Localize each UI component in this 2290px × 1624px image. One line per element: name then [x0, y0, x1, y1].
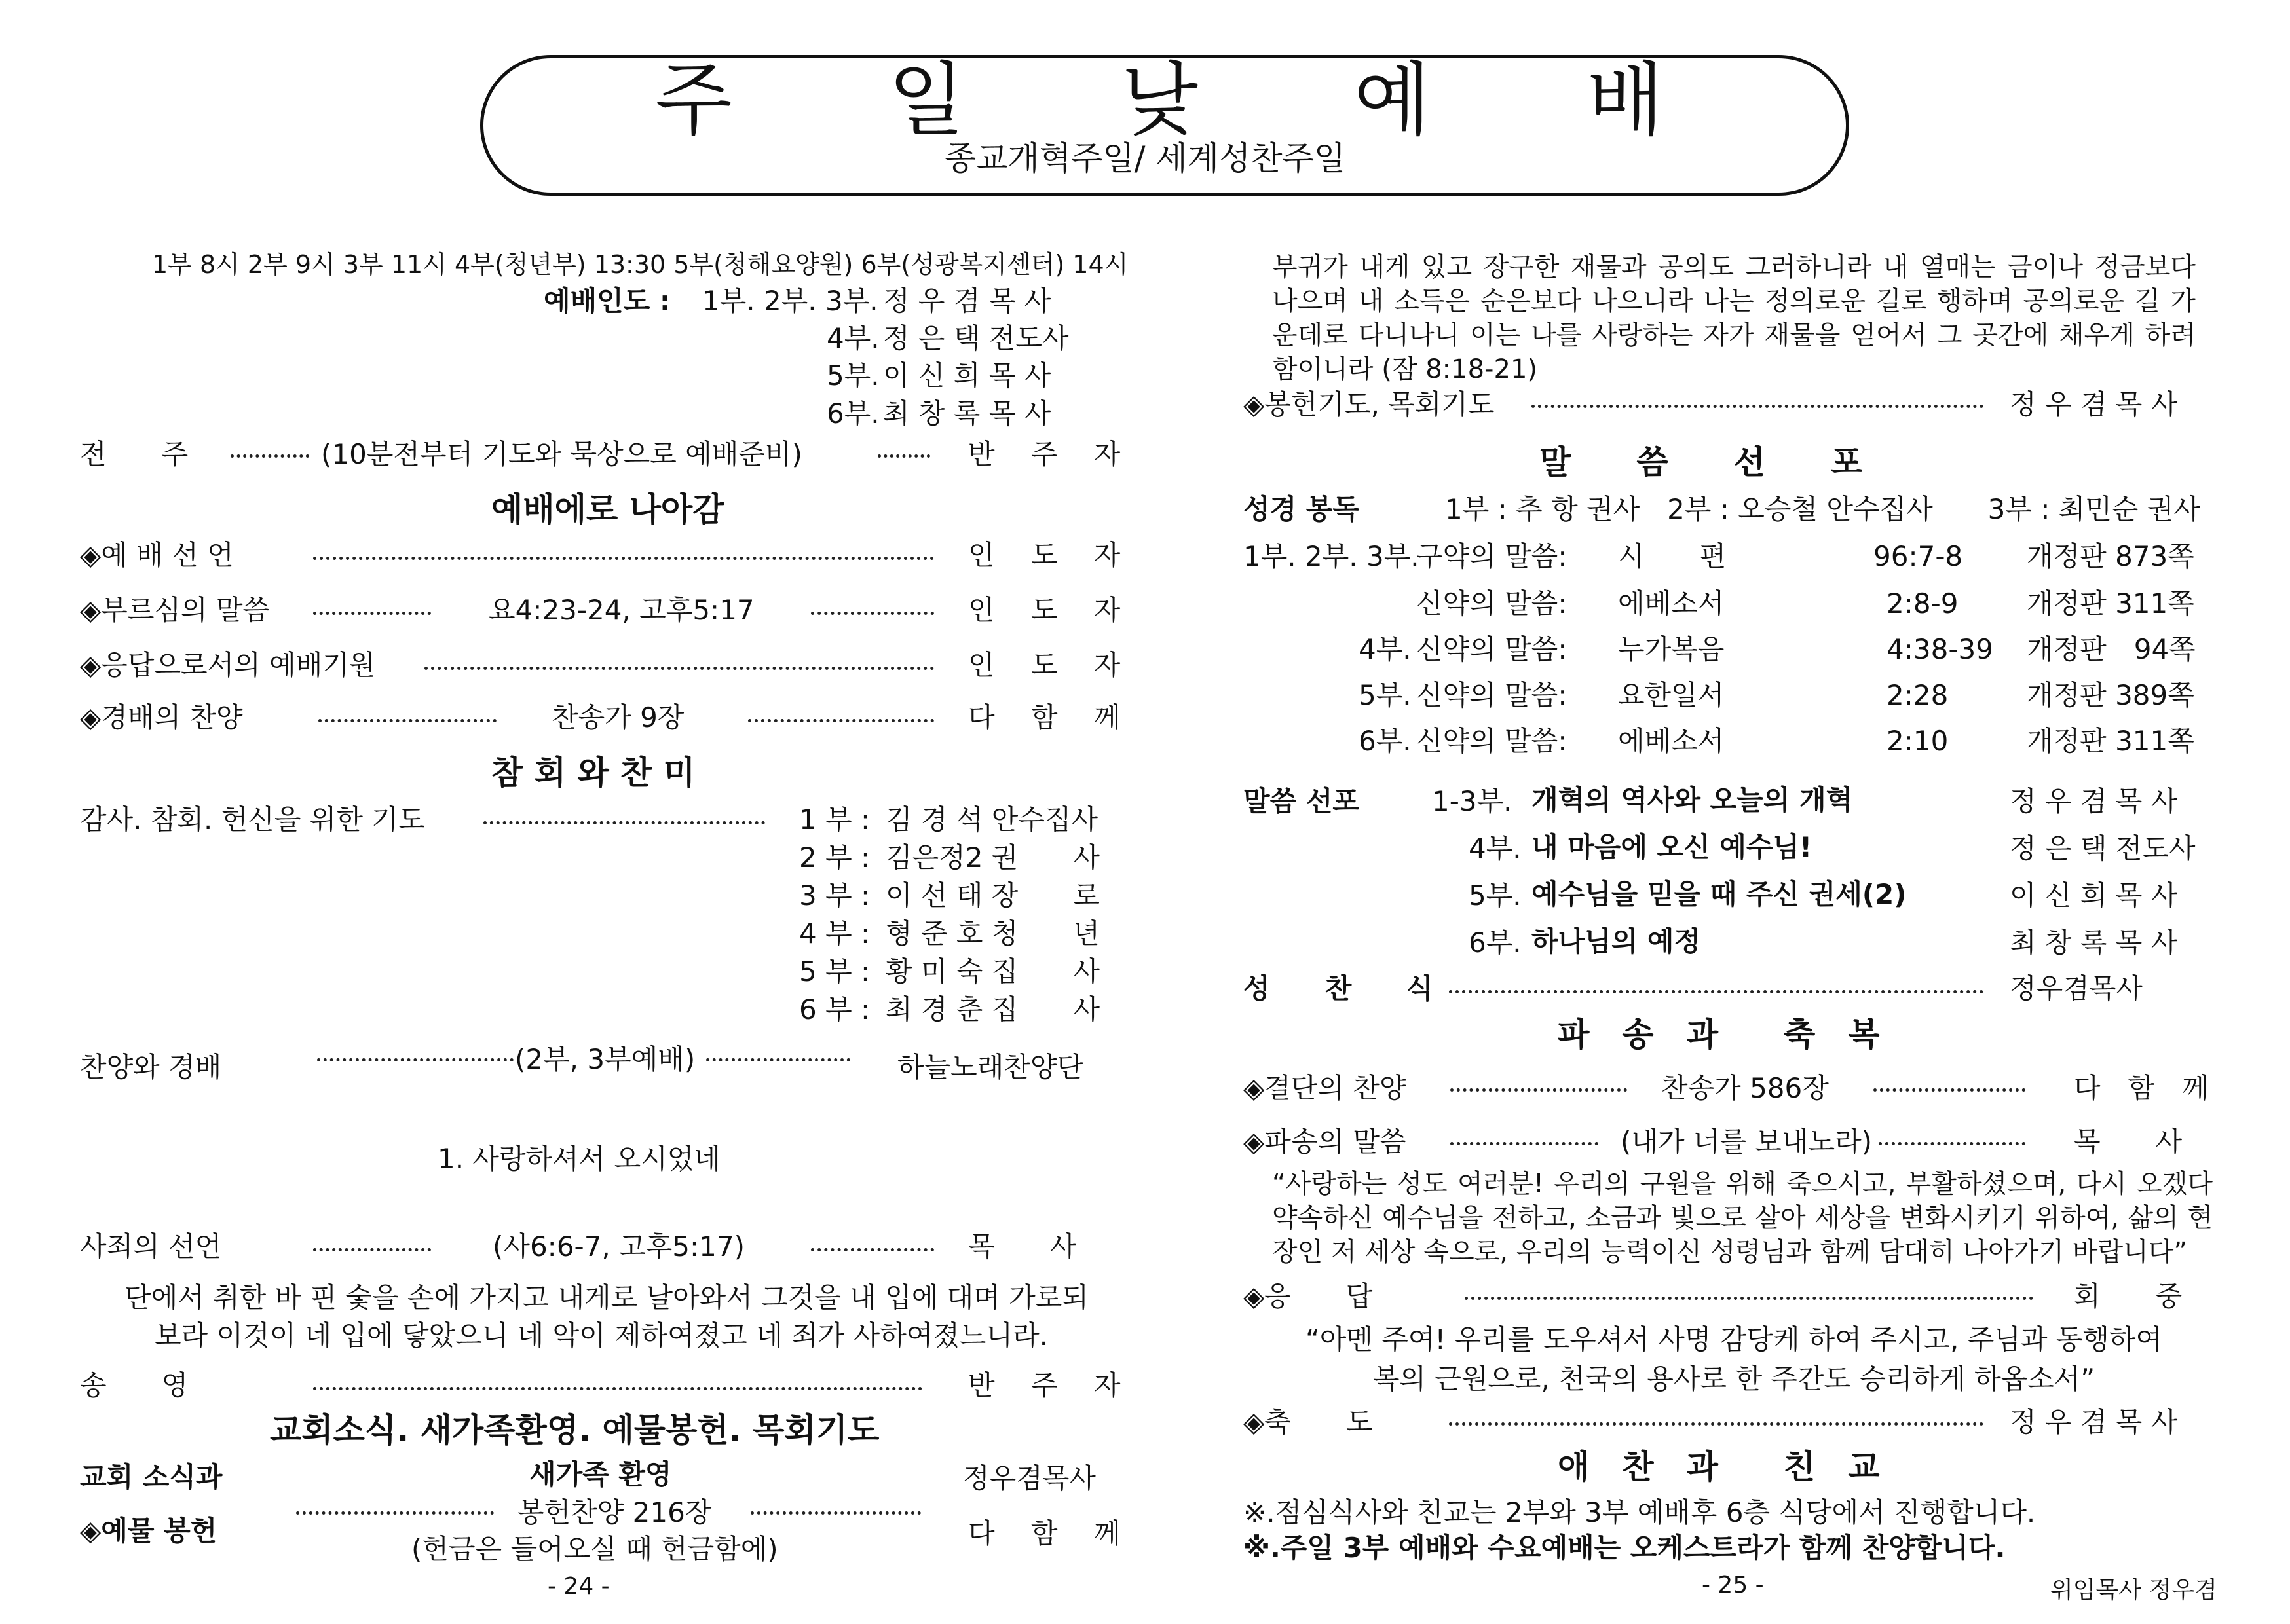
leader-name: 정 은 택 전도사: [883, 322, 1069, 354]
leader-name: 이 신 희 목 사: [883, 360, 1051, 392]
response-text: 복의 근원으로, 천국의 용사로 한 주간도 승리하게 하옵소서”: [1372, 1363, 2095, 1395]
prayer-name: 이 선 태 장 로: [886, 879, 1100, 912]
item-who: 인 도 자: [968, 539, 1135, 571]
footer-pastor: 위임목사 정우겸: [2050, 1577, 2217, 1604]
response-who: 회 중: [2074, 1280, 2183, 1312]
prayer-name: 김은정2 권 사: [886, 841, 1100, 874]
hymn-number: 찬송가 9장: [552, 701, 685, 733]
reading-ref: 2:28: [1886, 679, 1949, 711]
sending-text: “사랑하는 성도 여러분! 우리의 구원을 위해 죽으시고, 부활하셨으며, 다시 오겠다 약속하신 예수님을 전하고, 소금과 빛으로 살아 세상을 변화시키기 위하여, 삶의 현장인 저 세상 속으로, 우리의 능력이신 성령님과 함께 담대히 나아가기 바랍니다”: [1272, 1169, 2213, 1267]
section-heading: 애 찬 과 친 교: [1558, 1448, 1880, 1486]
title-char: 일: [888, 54, 966, 147]
reading-kind: 신약의 말씀:: [1416, 633, 1567, 665]
choir-who: 하늘노래찬양단: [897, 1051, 1084, 1083]
sermon-part: 4부.: [1469, 832, 1522, 864]
prayer-part: 2 부 :: [799, 841, 871, 874]
absolution-text: 단에서 취한 바 핀 숯을 손에 가지고 내게로 날아와서 그것을 내 입에 대며 가로되: [124, 1282, 1089, 1314]
offering-who: 다 함 께: [968, 1517, 1135, 1549]
reading-part: 5부.: [1359, 679, 1412, 711]
prelude-desc: (10분전부터 기도와 묵상으로 예배준비): [321, 438, 802, 470]
reading-ref: 2:8-9: [1886, 587, 1959, 619]
communion-label: 성 찬 식: [1243, 972, 1433, 1005]
reading-book: 에베소서: [1618, 587, 1725, 619]
response-label: ◈응 답: [1243, 1280, 1373, 1312]
reading-part: 4부.: [1359, 633, 1412, 665]
page-title: [655, 51, 1664, 149]
response-text: “아멘 주여! 우리를 도우셔서 사명 감당케 하여 주시고, 주님과 동행하여: [1305, 1323, 2163, 1356]
reading-ref: 4:38-39: [1886, 633, 1993, 665]
sermon-label: 말씀 선포: [1243, 785, 1359, 817]
absolution-label: 사죄의 선언: [80, 1230, 222, 1263]
reading-book: 요한일서: [1618, 679, 1725, 711]
closing-hymn: 찬송가 586장: [1661, 1072, 1829, 1104]
section-heading: 예배에로 나아감: [491, 490, 724, 528]
notice: ※.점심식사와 친교는 2부와 3부 예배후 6층 식당에서 진행합니다.: [1243, 1496, 2036, 1528]
reading-kind: 신약의 말씀:: [1416, 587, 1567, 619]
sermon-part: 6부.: [1469, 927, 1522, 959]
title-char: 배: [1586, 54, 1664, 147]
reading-kind: 신약의 말씀:: [1416, 725, 1567, 757]
leader-part: 4부.: [827, 322, 880, 354]
doxology-label: 송 영: [80, 1369, 189, 1401]
choir-song: 1. 사랑하셔서 오시었네: [438, 1143, 721, 1175]
leader-part: 6부.: [827, 397, 880, 430]
section-heading: 참 회 와 찬 미: [491, 754, 696, 792]
prayer-part: 3 부 :: [799, 879, 871, 912]
reading-kind: 구약의 말씀:: [1416, 540, 1567, 572]
choir-desc: (2부, 3부예배): [515, 1043, 696, 1075]
sermon-part: 5부.: [1469, 879, 1522, 912]
readers: 1부 : 추 항 권사 2부 : 오승철 안수집사 3부 : 최민순 권사: [1445, 493, 2200, 525]
page-number: - 24 -: [548, 1573, 610, 1600]
leader-part: 1부. 2부. 3부.: [702, 285, 878, 317]
prayer-name: 김 경 석 안수집사: [886, 803, 1098, 836]
reading-part: 6부.: [1359, 725, 1412, 757]
item-who: 인 도 자: [968, 649, 1135, 681]
sending-desc: (내가 너를 보내노라): [1621, 1126, 1873, 1158]
benediction-who: 정 우 겸 목 사: [2010, 1406, 2178, 1438]
item-who: 인 도 자: [968, 594, 1135, 626]
sermon-who: 정 우 겸 목 사: [2010, 785, 2178, 817]
offering-note: (헌금은 들어오실 때 헌금함에): [411, 1533, 778, 1565]
reading-kind: 신약의 말씀:: [1416, 679, 1567, 711]
prayer-name: 형 준 호 청 년: [886, 917, 1100, 950]
reading-page: 개정판 389쪽: [2027, 679, 2194, 711]
service-schedule: 1부 8시 2부 9시 3부 11시 4부(청년부) 13:30 5부(청해요양원) 6부(성광복지센터) 14시: [152, 250, 1129, 279]
invocation: ◈응답으로서의 예배기원: [80, 649, 376, 681]
leader-name: 정 우 겸 목 사: [883, 285, 1051, 317]
section-heading: 말 씀 선 포: [1539, 443, 1863, 481]
reading-part: 1부. 2부. 3부.: [1243, 540, 1419, 572]
absolution-who: 목 사: [968, 1230, 1077, 1263]
sermon-title: 예수님을 믿을 때 주신 권세(2): [1531, 878, 1907, 910]
reading-page: 개정판 311쪽: [2027, 587, 2194, 619]
reading-book: 에베소서: [1618, 725, 1725, 757]
sermon-title: 내 마음에 오신 예수님!: [1531, 831, 1812, 863]
section-heading: 파 송 과 축 복: [1558, 1016, 1880, 1054]
sermon-who: 이 신 희 목 사: [2010, 879, 2178, 912]
scripture-verse: 부귀가 내게 있고 장구한 재물과 공의도 그러하니라 내 열매는 금이나 정금보다 나으며 내 소득은 순은보다 나으니라 나는 정의로운 길로 행하며 공의로운 길 가운데로 다니나니 이는 나를 사랑하는 자가 재물을 얻어서 그 곳간에 채우게 하려 함이니라 (잠 8:18-21): [1272, 252, 2196, 384]
doxology-who: 반 주 자: [968, 1369, 1135, 1401]
prayer-part: 1 부 :: [799, 803, 871, 836]
prayer-name: 황 미 숙 집 사: [886, 955, 1100, 987]
reading-ref: 96:7-8: [1873, 540, 1963, 572]
closing-hymn-who: 다 함 께: [2074, 1072, 2209, 1104]
benediction-label: ◈축 도: [1243, 1406, 1373, 1438]
reading-book: 누가복음: [1618, 633, 1725, 665]
sermon-part: 1-3부.: [1432, 785, 1512, 817]
news-who: 정우겸목사: [963, 1462, 1096, 1494]
sermon-who: 정 은 택 전도사: [2010, 832, 2196, 864]
newfamily-label: 새가족 환영: [529, 1458, 672, 1490]
sending-who: 목 사: [2074, 1126, 2183, 1158]
prelude-label: 전 주: [80, 438, 189, 470]
sermon-title: 개혁의 역사와 오늘의 개혁: [1531, 784, 1853, 816]
title-char: 예: [1353, 54, 1431, 147]
item-who: 다 함 께: [968, 701, 1135, 733]
communion-who: 정우겸목사: [2010, 972, 2143, 1005]
praise-hymn: ◈경배의 찬양: [80, 701, 243, 733]
prayer-part: 6 부 :: [799, 993, 871, 1025]
sermon-title: 하나님의 예정: [1531, 925, 1701, 957]
absolution-text: 보라 이것이 네 입에 닿았으니 네 악이 제하여졌고 네 죄가 사하여졌느니라.: [154, 1320, 1049, 1352]
title-char: 주: [655, 54, 732, 147]
section-heading: 교회소식. 새가족환영. 예물봉헌. 목회기도: [270, 1411, 880, 1449]
offertory-prayer-label: ◈봉헌기도, 목회기도: [1243, 388, 1495, 420]
worship-declaration: ◈예 배 선 언: [80, 539, 234, 571]
reading-page: 개정판 873쪽: [2027, 540, 2194, 572]
call-reference: 요4:23-24, 고후5:17: [489, 594, 755, 626]
call-to-worship: ◈부르심의 말씀: [80, 594, 270, 626]
page-subtitle: 종교개혁주일/ 세계성찬주일: [944, 139, 1346, 177]
reading-ref: 2:10: [1886, 725, 1949, 757]
offertory-prayer-who: 정 우 겸 목 사: [2010, 388, 2178, 420]
closing-hymn-label: ◈결단의 찬양: [1243, 1072, 1406, 1104]
prayer-name: 최 경 춘 집 사: [886, 993, 1100, 1025]
title-char: 낮: [1121, 54, 1198, 147]
choir-label: 찬양와 경배: [80, 1051, 222, 1083]
reading-page: 개정판 94쪽: [2027, 633, 2196, 665]
page-number: - 25 -: [1702, 1572, 1764, 1598]
prayer-label: 감사. 참회. 헌신을 위한 기도: [80, 803, 425, 836]
leaders-label: 예배인도 :: [544, 285, 671, 317]
reading-label: 성경 봉독: [1243, 493, 1359, 525]
prayer-part: 5 부 :: [799, 955, 871, 987]
news-label: 교회 소식과: [80, 1461, 223, 1493]
prelude-who: 반 주 자: [968, 438, 1135, 470]
leader-part: 5부.: [827, 360, 880, 392]
prayer-part: 4 부 :: [799, 917, 871, 950]
offering-label: ◈예물 봉헌: [80, 1515, 217, 1547]
sending-label: ◈파송의 말씀: [1243, 1126, 1406, 1158]
offering-song: 봉헌찬양 216장: [517, 1496, 712, 1528]
reading-book: 시 편: [1618, 540, 1727, 572]
leader-name: 최 창 록 목 사: [883, 397, 1051, 430]
notice: ※.주일 3부 예배와 수요예배는 오케스트라가 함께 찬양합니다.: [1243, 1532, 2006, 1564]
reading-page: 개정판 311쪽: [2027, 725, 2194, 757]
sermon-who: 최 창 록 목 사: [2010, 927, 2178, 959]
absolution-desc: (사6:6-7, 고후5:17): [493, 1230, 745, 1263]
